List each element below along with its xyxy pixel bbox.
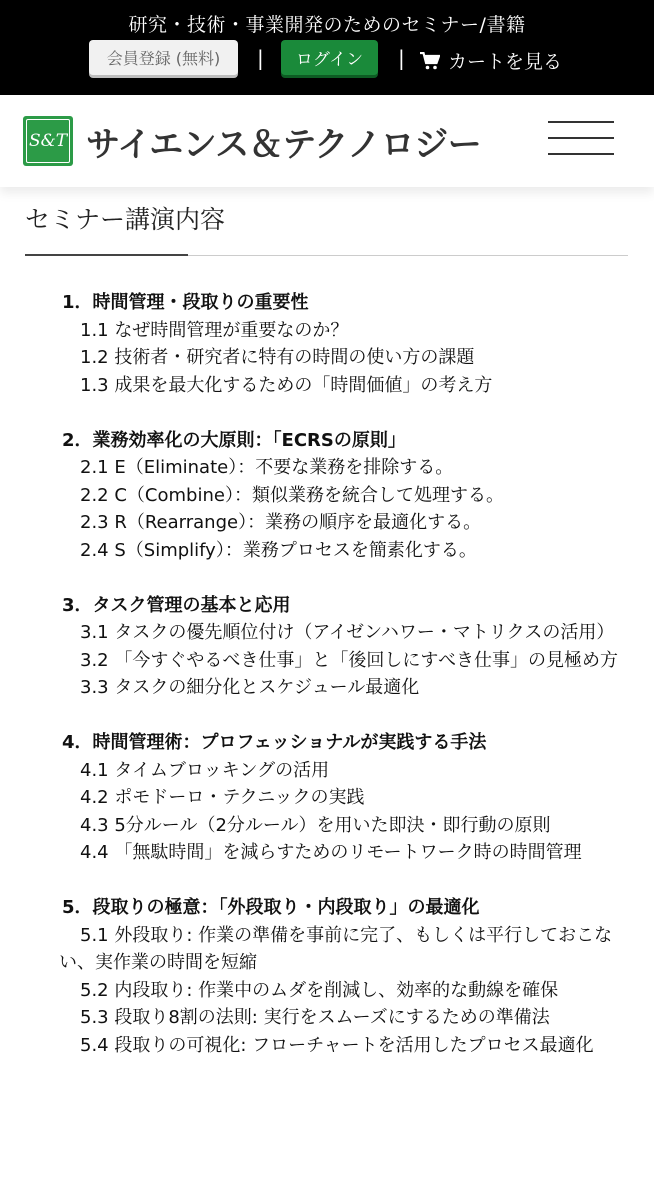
login-button[interactable]: ログイン bbox=[281, 40, 378, 75]
top-bar bbox=[0, 0, 654, 95]
logo-text[interactable]: サイエンス＆テクノロジー bbox=[86, 125, 482, 165]
menu-line bbox=[548, 153, 614, 155]
view-cart-link[interactable] bbox=[420, 47, 562, 74]
outline-item: 5.2 内段取り: 作業中のムダを削減し、効率的な動線を確保 bbox=[80, 979, 559, 1001]
outline-item: 1.2 技術者・研究者に特有の時間の使い方の課題 bbox=[80, 347, 475, 368]
outline-item: 1.1 なぜ時間管理が重要なのか？ bbox=[80, 319, 349, 341]
outline-item: 4.4 「無駄時間」を減らすためのリモートワーク時の時間管理 bbox=[80, 842, 582, 863]
outline-item: 1.3 成果を最大化するための「時間価値」の考え方 bbox=[80, 374, 493, 396]
outline-item: 5.1 外段取り: 作業の準備を事前に完了、もしくは平行しておこない、実作業の時間を短縮 bbox=[59, 924, 613, 973]
menu-line bbox=[548, 137, 614, 139]
cart-label: カートを見る bbox=[448, 51, 563, 73]
outline-item: 5.4 段取りの可視化: フローチャートを活用したプロセス最適化 bbox=[80, 1034, 594, 1056]
section-title: セミナー講演内容 bbox=[25, 205, 226, 234]
cart-icon bbox=[420, 52, 440, 70]
site-tagline: 研究・技術・事業開発のためのセミナー/書籍 bbox=[128, 14, 526, 36]
outline-heading: 5．段取りの極意：「外段取り・内段取り」の最適化 bbox=[62, 897, 480, 918]
outline-item: 4.1 タイムブロッキングの活用 bbox=[80, 759, 330, 781]
outline-item: 5.3 段取り8割の法則: 実行をスムーズにするための準備法 bbox=[80, 1007, 550, 1028]
outline-section bbox=[59, 894, 631, 1059]
site-header bbox=[0, 95, 654, 187]
hamburger-menu-button[interactable] bbox=[548, 121, 614, 157]
outline-section bbox=[59, 427, 631, 565]
outline-heading: 4．時間管理術：プロフェッショナルが実践する手法 bbox=[62, 732, 487, 753]
outline-item: 2.1 E（Eliminate）：不要な業務を排除する。 bbox=[80, 457, 454, 478]
separator: | bbox=[398, 46, 405, 70]
outline-item: 3.3 タスクの細分化とスケジュール最適化 bbox=[80, 677, 420, 698]
seminar-outline bbox=[59, 289, 631, 1087]
outline-item: 3.2 「今すぐやるべき仕事」と「後回しにすべき仕事」の見極め方 bbox=[80, 649, 618, 671]
outline-item: 4.3 5分ルール（2分ルール）を用いた即決・即行動の原則 bbox=[80, 814, 551, 836]
outline-heading: 3．タスク管理の基本と応用 bbox=[62, 594, 291, 616]
outline-section bbox=[59, 592, 631, 702]
menu-line bbox=[548, 121, 614, 123]
title-underline bbox=[25, 254, 188, 256]
outline-item: 4.2 ポモドーロ・テクニックの実践 bbox=[80, 787, 365, 808]
separator: | bbox=[257, 46, 264, 70]
outline-heading: 1．時間管理・段取りの重要性 bbox=[62, 292, 309, 313]
outline-section bbox=[59, 289, 631, 399]
outline-item: 2.3 R（Rearrange）：業務の順序を最適化する。 bbox=[80, 512, 482, 533]
register-button[interactable]: 会員登録 (無料) bbox=[89, 40, 238, 75]
outline-heading: 2．業務効率化の大原則：「ECRSの原則」 bbox=[62, 429, 406, 451]
outline-item: 2.4 S（Simplify）：業務プロセスを簡素化する。 bbox=[80, 539, 477, 561]
logo-icon[interactable]: S&T bbox=[23, 116, 73, 166]
outline-section bbox=[59, 729, 631, 867]
outline-item: 2.2 C（Combine）：類似業務を統合して処理する。 bbox=[80, 484, 504, 506]
outline-item: 3.1 タスクの優先順位付け（アイゼンハワー・マトリクスの活用） bbox=[80, 622, 615, 643]
